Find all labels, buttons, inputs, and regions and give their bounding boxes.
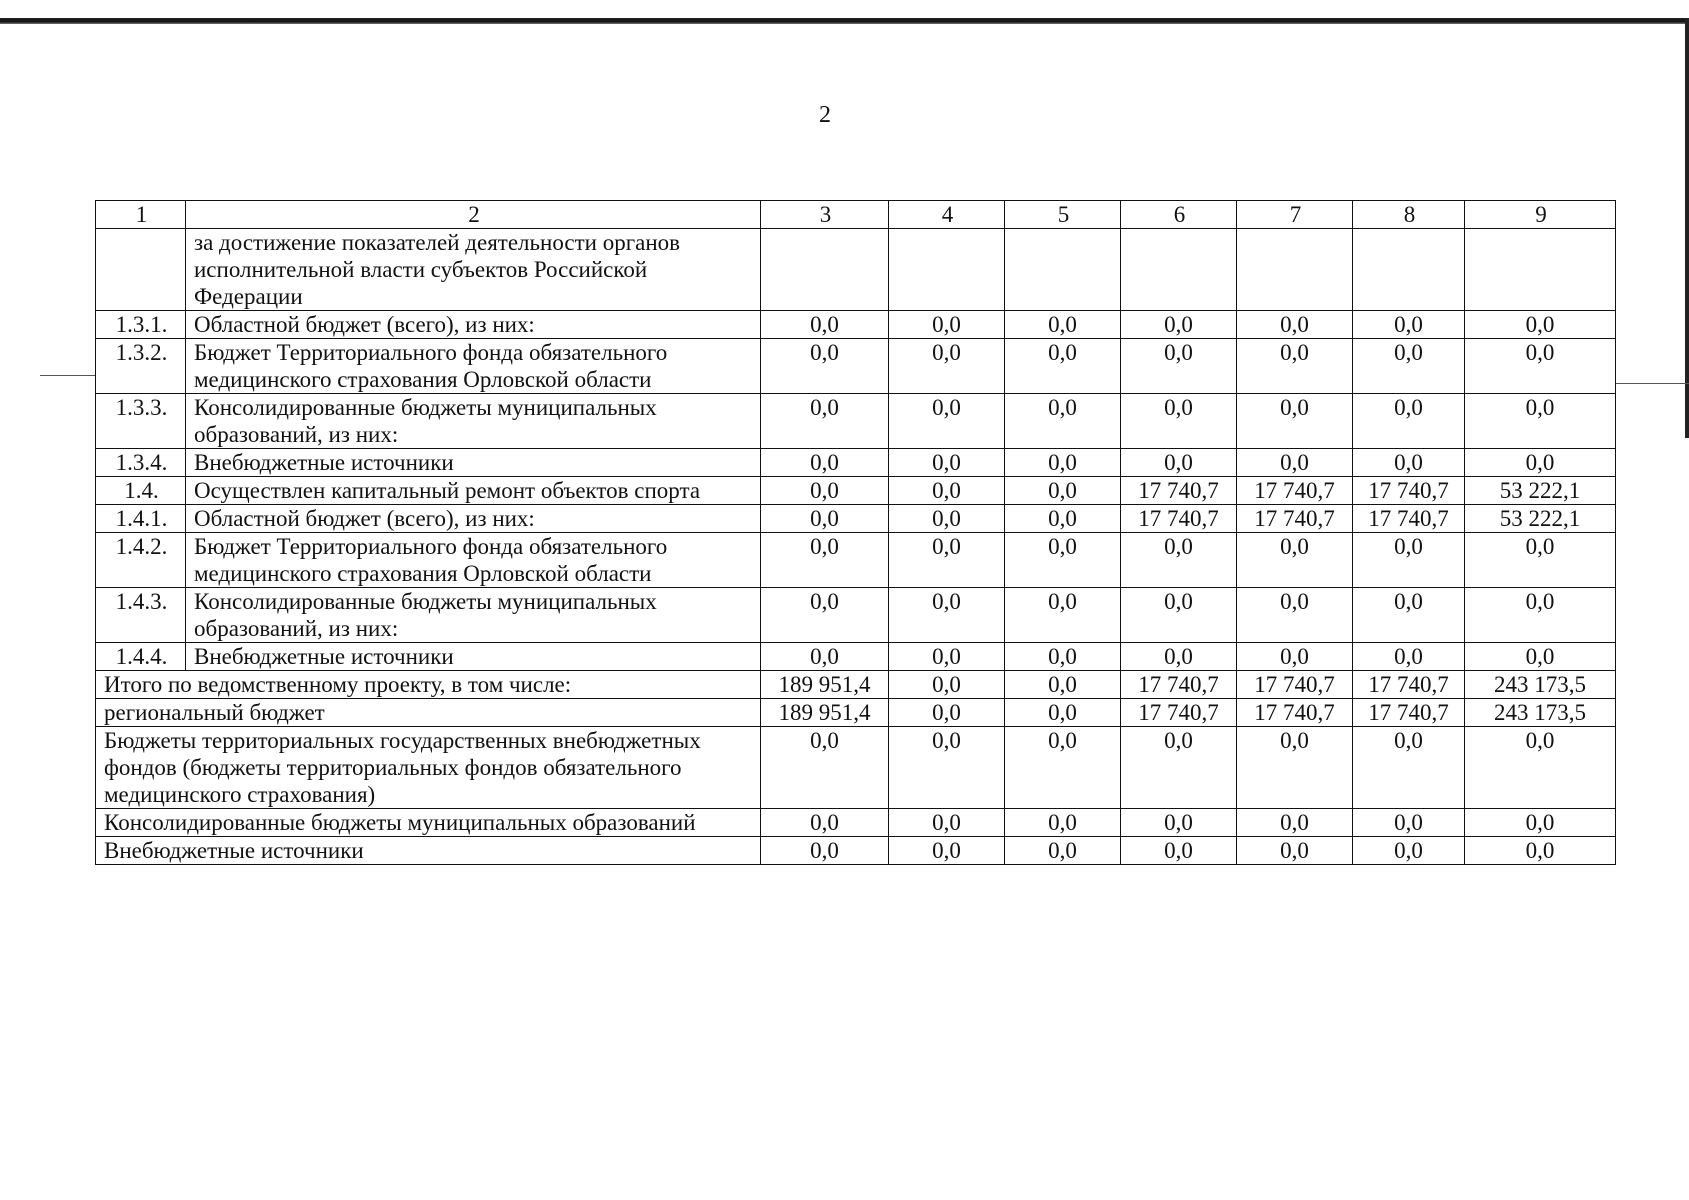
value-cell: 0,0 — [1005, 449, 1121, 477]
summary-value-cell: 0,0 — [761, 727, 889, 809]
summary-label: Бюджеты территориальных государственных внебюджетных фондов (бюджеты территориальных фондов обязательного медицинского страхования) — [96, 727, 761, 809]
summary-row — [96, 699, 1616, 727]
value-cell: 0,0 — [889, 449, 1005, 477]
summary-row — [96, 809, 1616, 837]
value-cell: 0,0 — [1465, 311, 1616, 339]
summary-value-cell: 0,0 — [1237, 727, 1353, 809]
summary-value-cell: 0,0 — [1465, 837, 1616, 865]
value-cell: 0,0 — [1005, 588, 1121, 643]
summary-label: региональный бюджет — [96, 699, 761, 727]
value-cell: 17 740,7 — [1121, 477, 1237, 505]
value-cell: 0,0 — [1005, 477, 1121, 505]
row-label: Областной бюджет (всего), из них: — [186, 311, 761, 339]
summary-value-cell: 17 740,7 — [1121, 671, 1237, 699]
value-cell: 0,0 — [889, 505, 1005, 533]
summary-value-cell: 0,0 — [1237, 809, 1353, 837]
summary-row — [96, 727, 1616, 809]
value-cell: 0,0 — [1465, 643, 1616, 671]
value-cell: 0,0 — [1353, 339, 1465, 394]
summary-value-cell: 0,0 — [1121, 837, 1237, 865]
scan-mark-left — [40, 375, 95, 376]
summary-value-cell: 189 951,4 — [761, 671, 889, 699]
column-number-row — [96, 201, 1616, 229]
column-number: 2 — [186, 201, 761, 229]
column-number: 3 — [761, 201, 889, 229]
summary-value-cell: 0,0 — [1005, 671, 1121, 699]
value-cell: 0,0 — [889, 477, 1005, 505]
summary-value-cell: 0,0 — [1465, 727, 1616, 809]
summary-row — [96, 671, 1616, 699]
summary-value-cell: 17 740,7 — [1353, 671, 1465, 699]
value-cell: 0,0 — [1121, 311, 1237, 339]
summary-value-cell: 0,0 — [1005, 699, 1121, 727]
row-label: за достижение показателей деятельности органов исполнительной власти субъектов Российской Федерации — [186, 229, 761, 311]
summary-value-cell: 17 740,7 — [1353, 699, 1465, 727]
row-code: 1.3.3. — [96, 394, 186, 449]
value-cell — [1121, 229, 1237, 311]
row-code: 1.4.4. — [96, 643, 186, 671]
value-cell: 0,0 — [1237, 394, 1353, 449]
row-label: Консолидированные бюджеты муниципальных образований, из них: — [186, 588, 761, 643]
table-row — [96, 449, 1616, 477]
summary-value-cell: 0,0 — [761, 837, 889, 865]
table-row — [96, 394, 1616, 449]
summary-row — [96, 837, 1616, 865]
row-code — [96, 229, 186, 311]
summary-label: Итого по ведомственному проекту, в том числе: — [96, 671, 761, 699]
column-number: 8 — [1353, 201, 1465, 229]
summary-value-cell: 0,0 — [1121, 727, 1237, 809]
table-row — [96, 229, 1616, 311]
summary-value-cell: 0,0 — [889, 727, 1005, 809]
table-row — [96, 505, 1616, 533]
value-cell: 0,0 — [1237, 533, 1353, 588]
value-cell: 0,0 — [761, 533, 889, 588]
value-cell: 0,0 — [1121, 643, 1237, 671]
summary-value-cell: 0,0 — [1005, 837, 1121, 865]
value-cell: 0,0 — [1121, 339, 1237, 394]
row-label: Бюджет Территориального фонда обязательного медицинского страхования Орловской области — [186, 339, 761, 394]
summary-value-cell: 0,0 — [1353, 837, 1465, 865]
value-cell: 53 222,1 — [1465, 477, 1616, 505]
row-label: Осуществлен капитальный ремонт объектов спорта — [186, 477, 761, 505]
value-cell: 0,0 — [1353, 588, 1465, 643]
summary-value-cell: 17 740,7 — [1121, 699, 1237, 727]
value-cell: 0,0 — [889, 339, 1005, 394]
value-cell: 0,0 — [761, 394, 889, 449]
value-cell: 0,0 — [761, 505, 889, 533]
value-cell: 0,0 — [1005, 533, 1121, 588]
value-cell: 0,0 — [1005, 505, 1121, 533]
table-row — [96, 339, 1616, 394]
value-cell: 0,0 — [1005, 311, 1121, 339]
summary-value-cell: 17 740,7 — [1237, 699, 1353, 727]
column-number: 9 — [1465, 201, 1616, 229]
summary-value-cell: 0,0 — [889, 809, 1005, 837]
row-code: 1.4.3. — [96, 588, 186, 643]
summary-value-cell: 189 951,4 — [761, 699, 889, 727]
value-cell: 0,0 — [1121, 588, 1237, 643]
value-cell: 0,0 — [1465, 394, 1616, 449]
row-label: Бюджет Территориального фонда обязательного медицинского страхования Орловской области — [186, 533, 761, 588]
value-cell: 0,0 — [761, 449, 889, 477]
summary-value-cell: 243 173,5 — [1465, 671, 1616, 699]
column-number: 6 — [1121, 201, 1237, 229]
value-cell — [1237, 229, 1353, 311]
row-label: Внебюджетные источники — [186, 449, 761, 477]
summary-value-cell: 0,0 — [1353, 727, 1465, 809]
value-cell: 17 740,7 — [1353, 477, 1465, 505]
scan-top-edge — [0, 18, 1689, 24]
table-row — [96, 311, 1616, 339]
row-label: Внебюджетные источники — [186, 643, 761, 671]
value-cell — [761, 229, 889, 311]
value-cell — [889, 229, 1005, 311]
value-cell: 0,0 — [1237, 449, 1353, 477]
value-cell: 0,0 — [1005, 643, 1121, 671]
table-row — [96, 588, 1616, 643]
table-row — [96, 533, 1616, 588]
column-number: 7 — [1237, 201, 1353, 229]
row-code: 1.4.1. — [96, 505, 186, 533]
value-cell: 0,0 — [761, 588, 889, 643]
summary-value-cell: 243 173,5 — [1465, 699, 1616, 727]
value-cell: 0,0 — [889, 311, 1005, 339]
row-code: 1.3.2. — [96, 339, 186, 394]
value-cell: 0,0 — [761, 477, 889, 505]
value-cell: 0,0 — [1121, 533, 1237, 588]
value-cell: 0,0 — [1353, 311, 1465, 339]
page-number: 2 — [819, 102, 831, 128]
row-code: 1.3.4. — [96, 449, 186, 477]
summary-value-cell: 0,0 — [889, 699, 1005, 727]
value-cell: 0,0 — [761, 339, 889, 394]
value-cell: 0,0 — [1005, 339, 1121, 394]
value-cell: 53 222,1 — [1465, 505, 1616, 533]
summary-value-cell: 0,0 — [1005, 809, 1121, 837]
column-number: 5 — [1005, 201, 1121, 229]
column-number: 4 — [889, 201, 1005, 229]
value-cell: 0,0 — [761, 311, 889, 339]
scan-right-edge — [1685, 18, 1689, 438]
value-cell: 0,0 — [1353, 449, 1465, 477]
value-cell: 0,0 — [1237, 588, 1353, 643]
summary-value-cell: 0,0 — [889, 671, 1005, 699]
budget-table — [95, 200, 1616, 865]
summary-label: Консолидированные бюджеты муниципальных образований — [96, 809, 761, 837]
column-number: 1 — [96, 201, 186, 229]
value-cell: 0,0 — [1121, 449, 1237, 477]
value-cell: 0,0 — [1353, 643, 1465, 671]
value-cell: 0,0 — [889, 533, 1005, 588]
row-code: 1.4.2. — [96, 533, 186, 588]
value-cell: 0,0 — [1465, 339, 1616, 394]
value-cell: 17 740,7 — [1121, 505, 1237, 533]
value-cell: 0,0 — [1237, 311, 1353, 339]
value-cell: 0,0 — [1121, 394, 1237, 449]
value-cell: 17 740,7 — [1353, 505, 1465, 533]
scan-mark-right — [1615, 383, 1689, 384]
summary-value-cell: 0,0 — [889, 837, 1005, 865]
value-cell: 0,0 — [1465, 588, 1616, 643]
summary-value-cell: 17 740,7 — [1237, 671, 1353, 699]
value-cell: 0,0 — [1465, 449, 1616, 477]
value-cell: 0,0 — [1353, 394, 1465, 449]
summary-value-cell: 0,0 — [1237, 837, 1353, 865]
value-cell — [1465, 229, 1616, 311]
summary-value-cell: 0,0 — [1121, 809, 1237, 837]
value-cell: 0,0 — [889, 394, 1005, 449]
value-cell: 0,0 — [1237, 339, 1353, 394]
table-row — [96, 643, 1616, 671]
table-body — [96, 201, 1616, 865]
value-cell — [1353, 229, 1465, 311]
value-cell: 0,0 — [1465, 533, 1616, 588]
value-cell: 17 740,7 — [1237, 477, 1353, 505]
row-label: Консолидированные бюджеты муниципальных образований, из них: — [186, 394, 761, 449]
value-cell: 0,0 — [1353, 533, 1465, 588]
row-code: 1.4. — [96, 477, 186, 505]
value-cell: 0,0 — [889, 588, 1005, 643]
summary-value-cell: 0,0 — [1465, 809, 1616, 837]
summary-value-cell: 0,0 — [1353, 809, 1465, 837]
value-cell: 17 740,7 — [1237, 505, 1353, 533]
value-cell: 0,0 — [1005, 394, 1121, 449]
value-cell: 0,0 — [761, 643, 889, 671]
row-code: 1.3.1. — [96, 311, 186, 339]
row-label: Областной бюджет (всего), из них: — [186, 505, 761, 533]
summary-value-cell: 0,0 — [1005, 727, 1121, 809]
table-row — [96, 477, 1616, 505]
value-cell: 0,0 — [889, 643, 1005, 671]
summary-label: Внебюджетные источники — [96, 837, 761, 865]
summary-value-cell: 0,0 — [761, 809, 889, 837]
value-cell — [1005, 229, 1121, 311]
value-cell: 0,0 — [1237, 643, 1353, 671]
